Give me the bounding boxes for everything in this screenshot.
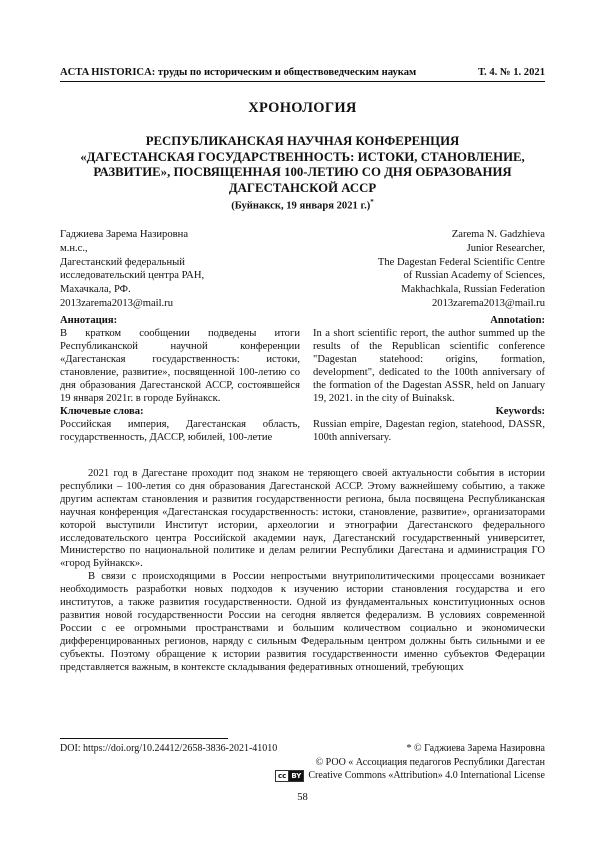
abstract-heading-en: Annotation: — [490, 315, 545, 326]
author-affiliation-en: of Russian Academy of Sciences, — [403, 270, 545, 282]
author-affiliation-en: The Dagestan Federal Scientific Centre — [377, 256, 545, 268]
doi-link[interactable]: DOI: https://doi.org/10.24412/2658-3836-2021-41010 — [60, 743, 278, 754]
header-divider — [60, 81, 545, 82]
abstract-text-en: In a short scientific report, the author summed up the results of the Republican scientific conference "Dagestan statehood: origins, formation, development", dedicated to the 100th anniversary of the formation of the Dagestan ASSR, held on January 19, 2021. in the city of Buinaksk. — [313, 328, 545, 404]
copyright-author: * © Гаджиева Зарема Назировна — [406, 743, 545, 754]
cc-logo-icon: cc — [276, 771, 289, 781]
page-number: 58 — [297, 792, 308, 803]
conference-title — [60, 134, 545, 196]
running-header — [60, 66, 545, 79]
conference-title-line: РАЗВИТИЕ», ПОСВЯЩЕННАЯ 100-ЛЕТИЮ СО ДНЯ ОБРАЗОВАНИЯ — [93, 165, 512, 179]
abstract-text-ru: В кратком сообщении подведены итоги Республиканской научной конференции «Дагестанская государственность: истоки, становление, развитие», посвященной 100-летию со дня образования Дагестанской АССР, состоявшейся 19 января 2021г. в городе Буйнакск. — [60, 328, 300, 404]
author-info-ru — [60, 228, 280, 311]
author-name-en: Zarema N. Gadzhieva — [451, 229, 545, 240]
place-date-text: (Буйнакск, 19 января 2021 г.) — [231, 200, 371, 212]
author-affiliation-ru: исследовательский центра РАН, — [60, 270, 205, 282]
author-position-ru: м.н.с., — [60, 242, 88, 254]
article-body — [60, 468, 545, 675]
keywords-en: Russian empire, Dagestan region, statehood, DASSR, 100th anniversary. — [313, 419, 545, 443]
conference-title-line: ДАГЕСТАНСКОЙ АССР — [228, 180, 377, 195]
creative-commons-badge-icon[interactable] — [275, 770, 304, 782]
license-line — [275, 769, 545, 783]
conference-place-date — [60, 198, 545, 212]
by-attribution-icon: BY — [291, 771, 302, 780]
copyright-notes — [316, 742, 545, 769]
conference-title-line: «ДАГЕСТАНСКАЯ ГОСУДАРСТВЕННОСТЬ: ИСТОКИ, СТАНОВЛЕНИЕ, — [80, 149, 525, 164]
abstract-column-ru — [60, 314, 300, 444]
author-city-ru: Махачкала, РФ. — [60, 284, 131, 296]
author-info-en — [285, 228, 545, 311]
abstract-column-en — [313, 314, 545, 444]
author-city-en: Makhachkala, Russian Federation — [401, 284, 545, 296]
volume-issue: Т. 4. № 1. 2021 — [478, 67, 545, 78]
author-name-ru: Гаджиева Зарема Назировна — [60, 229, 189, 240]
author-email-en: 2013zarema2013@mail.ru — [431, 297, 545, 309]
abstract-heading-ru: Аннотация: — [60, 315, 118, 326]
keywords-heading-ru: Ключевые слова: — [60, 406, 144, 417]
conference-title-line: РЕСПУБЛИКАНСКАЯ НАУЧНАЯ КОНФЕРЕНЦИЯ — [145, 134, 460, 148]
author-email-ru: 2013zarema2013@mail.ru — [60, 297, 174, 309]
body-paragraph: 2021 год в Дагестане проходит под знаком не теряющего своей актуальности события в истории республики – 100-летия со дня образования Дагестанской АССР. Этому важнейшему событию, а также другим аспектам становления и развития государственности региона, была посвящена Республиканская научная конференция «Дагестанская государственность: истоки, становление, развитие», организаторами которой выступили Институт истории, археологии и этнографии Дагестанского федерального исследовательского центра Российской академии наук, Дагестанский государственный университет, Министерство по национальной политике и делам религии Республики Дагестана и администрация ГО «город Буйнакск». — [60, 468, 545, 570]
license-text[interactable]: Creative Commons «Attribution» 4.0 International License — [308, 770, 545, 781]
copyright-organization: © РОО « Ассоциация педагогов Республики Дагестан — [315, 756, 545, 768]
keywords-ru: Российская империя, Дагестанская область, государственность, ДАССР, юбилей, 100-летие — [60, 419, 300, 443]
journal-title: ACTA HISTORICA: труды по историческим и обществоведческим наукам — [60, 67, 417, 78]
keywords-heading-en: Keywords: — [495, 406, 545, 417]
body-paragraph: В связи с происходящими в России непростыми внутриполитическими процессами возникает необходимость разработки новых подходов к изучению истории становления государства и его институтов, а также развития государственности. Одной из фундаментальных конституционных основ развития новой государственности России на сегодня является федерализм. В условиях современной России с ее огромными пространствами и большим количеством социально и экономически дифференцированных регионов, наряду с сильным Федеральным центром должны быть сильными и ее субъекты. Поэтому обращение к истории развития государственности именно субъектов Федерации представляется важным, в контексте складывания федеративных отношений, требующих — [60, 571, 545, 673]
author-affiliation-ru: Дагестанский федеральный — [60, 256, 185, 268]
author-position-en: Junior Researcher, — [466, 242, 545, 254]
section-title: ХРОНОЛОГИЯ — [248, 100, 357, 116]
footnote-mark: * — [370, 198, 374, 206]
footnote-divider — [60, 738, 228, 739]
